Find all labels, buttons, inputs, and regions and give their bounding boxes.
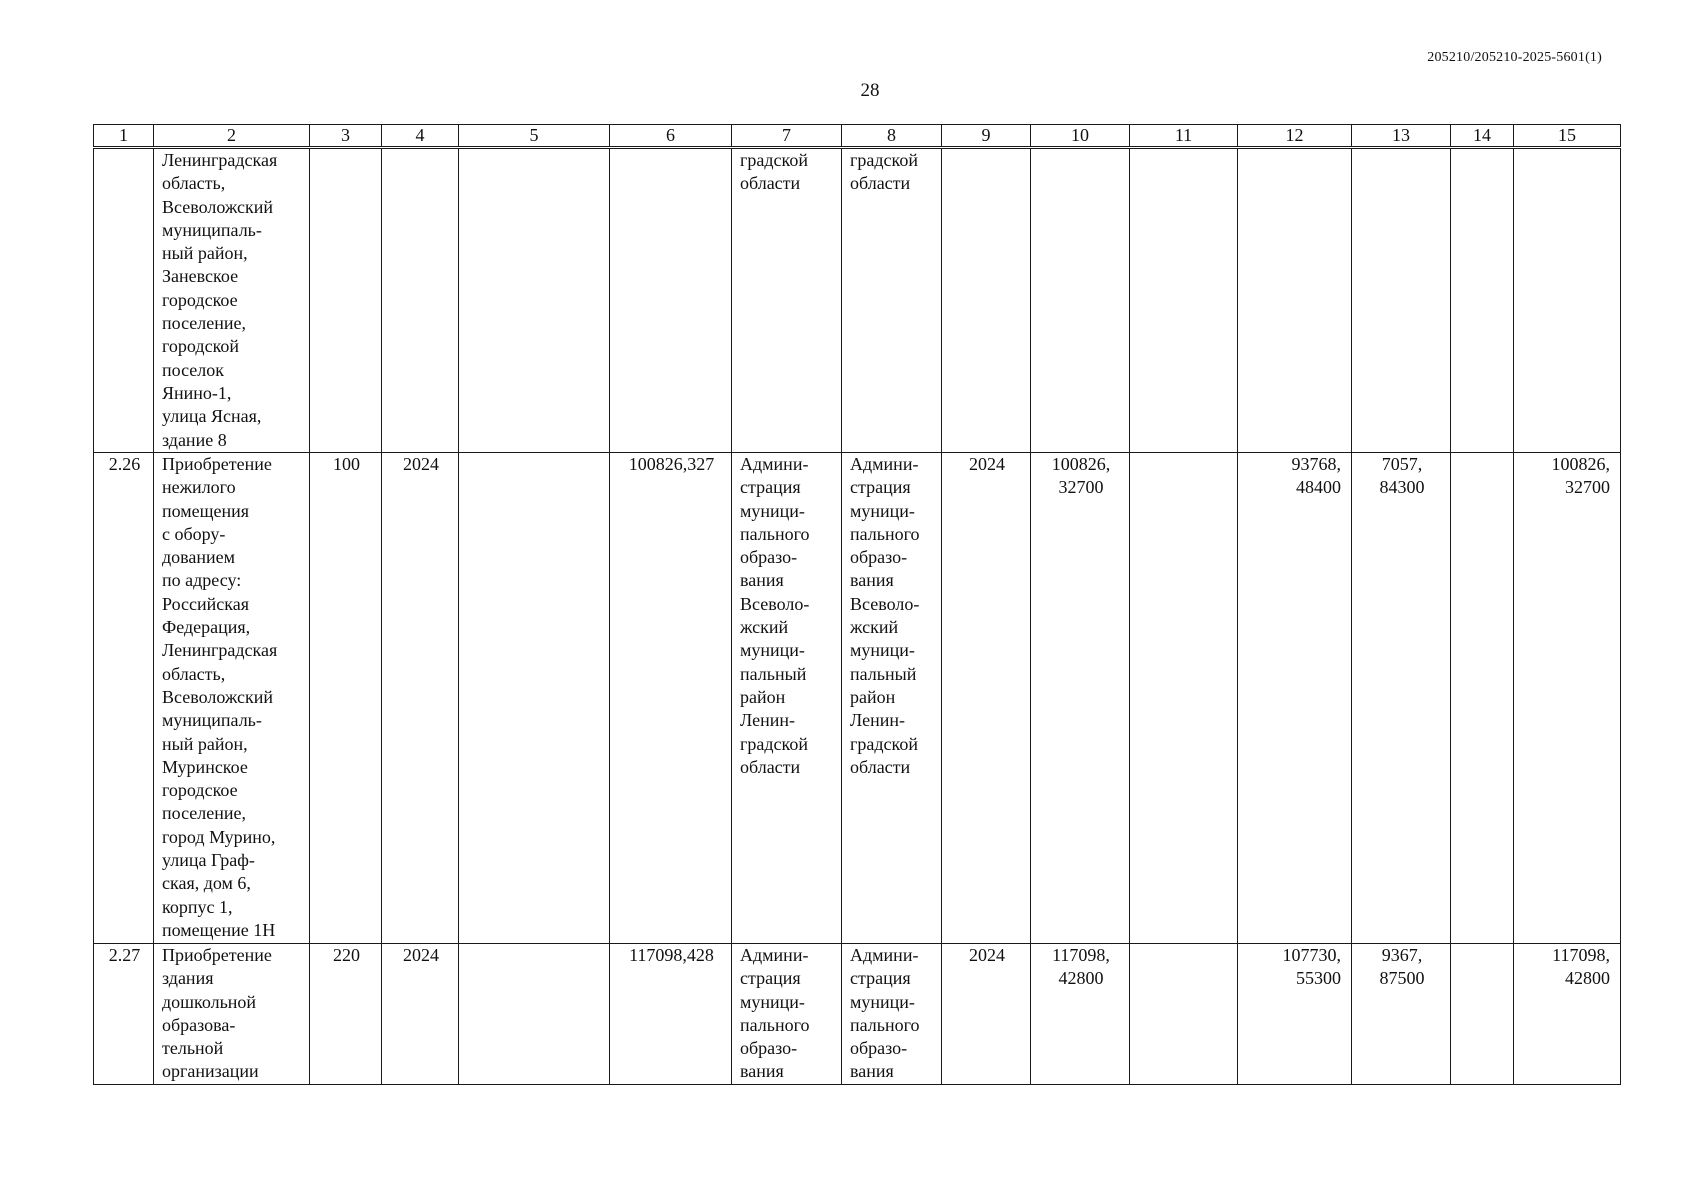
table-row [94,453,1621,944]
cell-col11 [1130,148,1238,453]
cell-col9: 2024 [942,453,1031,944]
cell-col10: 100826, 32700 [1031,453,1130,944]
cell-col8: Админи- страция муници- пального образо- вания [842,944,942,1085]
cell-col15 [1514,148,1621,453]
cell-col6: 117098,428 [610,944,732,1085]
cell-col4: 2024 [382,944,459,1085]
cell-number: 2.26 [94,453,154,944]
header-cell: 10 [1031,125,1130,148]
header-cell: 13 [1352,125,1451,148]
cell-col8: градской области [842,148,942,453]
header-cell: 5 [459,125,610,148]
cell-description: Приобретение здания дошкольной образова- тельной организации [154,944,310,1085]
cell-col13 [1352,148,1451,453]
header-cell: 2 [154,125,310,148]
cell-number: 2.27 [94,944,154,1085]
header-cell: 11 [1130,125,1238,148]
table-header-row [94,125,1621,148]
cell-col12: 93768, 48400 [1238,453,1352,944]
cell-number [94,148,154,453]
document-id: 205210/205210-2025-5601(1) [1427,50,1602,65]
page-number: 28 [860,80,880,101]
cell-col4 [382,148,459,453]
cell-col6: 100826,327 [610,453,732,944]
cell-col10: 117098, 42800 [1031,944,1130,1085]
cell-col3: 100 [310,453,382,944]
cell-col5 [459,453,610,944]
header-cell: 3 [310,125,382,148]
cell-col7: Админи- страция муници- пального образо- вания [732,944,842,1085]
header-cell: 8 [842,125,942,148]
header-cell: 7 [732,125,842,148]
cell-col15: 100826, 32700 [1514,453,1621,944]
cell-col11 [1130,453,1238,944]
table-row [94,148,1621,453]
cell-description: Ленинградская область, Всеволожский муниципаль- ный район, Заневское городское поселение, городской поселок Янино-1, улица Ясная, здание 8 [154,148,310,453]
cell-col9 [942,148,1031,453]
cell-col4: 2024 [382,453,459,944]
data-table [93,124,1621,1085]
cell-description: Приобретение нежилого помещения с обору- дованием по адресу: Российская Федерация, Ленинградская область, Всеволожский муниципаль- ный район, Муринское городское поселение, город Мурино, улица Граф- ская, дом 6, корпус 1, помещение 1Н [154,453,310,944]
cell-col14 [1451,453,1514,944]
cell-col7: Админи- страция муници- пального образо- вания Всеволо- жский муници- пальный район Ленин- градской области [732,453,842,944]
header-cell: 9 [942,125,1031,148]
cell-col15: 117098, 42800 [1514,944,1621,1085]
cell-col5 [459,944,610,1085]
header-cell: 12 [1238,125,1352,148]
cell-col6 [610,148,732,453]
cell-col3 [310,148,382,453]
cell-col14 [1451,944,1514,1085]
header-cell: 1 [94,125,154,148]
cell-col9: 2024 [942,944,1031,1085]
cell-col13: 9367, 87500 [1352,944,1451,1085]
header-cell: 15 [1514,125,1621,148]
header-cell: 4 [382,125,459,148]
cell-col3: 220 [310,944,382,1085]
cell-col5 [459,148,610,453]
cell-col11 [1130,944,1238,1085]
cell-col13: 7057, 84300 [1352,453,1451,944]
cell-col10 [1031,148,1130,453]
header-cell: 6 [610,125,732,148]
table-row [94,944,1621,1085]
cell-col8: Админи- страция муници- пального образо- вания Всеволо- жский муници- пальный район Ленин- градской области [842,453,942,944]
header-cell: 14 [1451,125,1514,148]
cell-col12: 107730, 55300 [1238,944,1352,1085]
cell-col14 [1451,148,1514,453]
cell-col12 [1238,148,1352,453]
cell-col7: градской области [732,148,842,453]
